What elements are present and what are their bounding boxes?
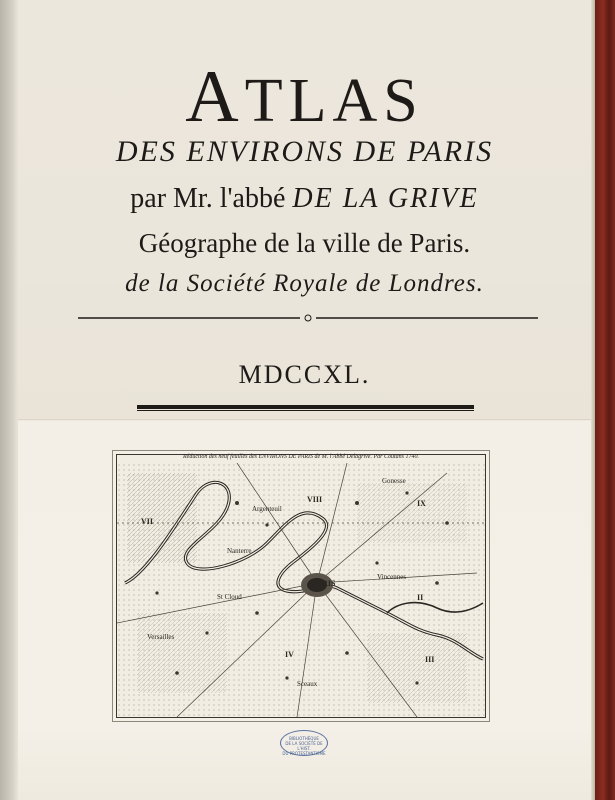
map-label-versailles: Versailles (147, 633, 175, 641)
publication-date: MDCCXL. (238, 360, 371, 389)
map-caption: Réduction des neuf feuilles des ENVIRONS DE PARIS de M. l'Abbé Delagrive. Par Coutans 1740. (183, 454, 419, 460)
author-prefix: par Mr. l'abbé (130, 183, 286, 214)
binding-gutter (0, 0, 18, 800)
stamp-line-1: BIBLIOTHÈQUE (289, 736, 319, 741)
map-label-gonesse: Gonesse (382, 477, 406, 485)
author-society: de la Société Royale de Londres. (125, 270, 484, 297)
stamp-line-3: DU PROTESTANTISME (282, 751, 326, 756)
map-label-nanterre: Nanterre (227, 547, 252, 555)
map-label-iv: IV (285, 650, 294, 659)
red-binding-spine (595, 0, 615, 800)
fold-line (18, 419, 591, 421)
map-label-iii: III (425, 655, 435, 664)
author-name: DE LA GRIVE (292, 183, 479, 214)
map-label-ii: II (417, 593, 424, 602)
map-label-viii: VIII (307, 495, 323, 504)
library-stamp (280, 730, 328, 756)
map-label-paris: PARIS (312, 579, 336, 588)
map-label-st-cloud: St Cloud (217, 593, 242, 601)
map-label-ix: IX (417, 499, 426, 508)
ornamental-rule (78, 313, 538, 323)
map-label-argenteuil: Argenteuil (252, 505, 282, 513)
map-label-sceaux: Sceaux (297, 680, 318, 688)
map-label-vincennes: Vincennes (377, 573, 407, 581)
map-label-vii: VII (141, 517, 154, 526)
engraved-map (116, 454, 486, 718)
title-author-line (18, 183, 591, 215)
author-title: Géographe de la ville de Paris. (138, 228, 471, 258)
title-main: ATLAS (185, 56, 424, 138)
map-drawing (117, 463, 485, 717)
stamp-line-2: DE LA SOCIÉTÉ DE L'HIST. (285, 741, 323, 751)
title-subtitle: DES ENVIRONS DE PARIS (115, 135, 494, 168)
thick-rule (137, 405, 474, 411)
